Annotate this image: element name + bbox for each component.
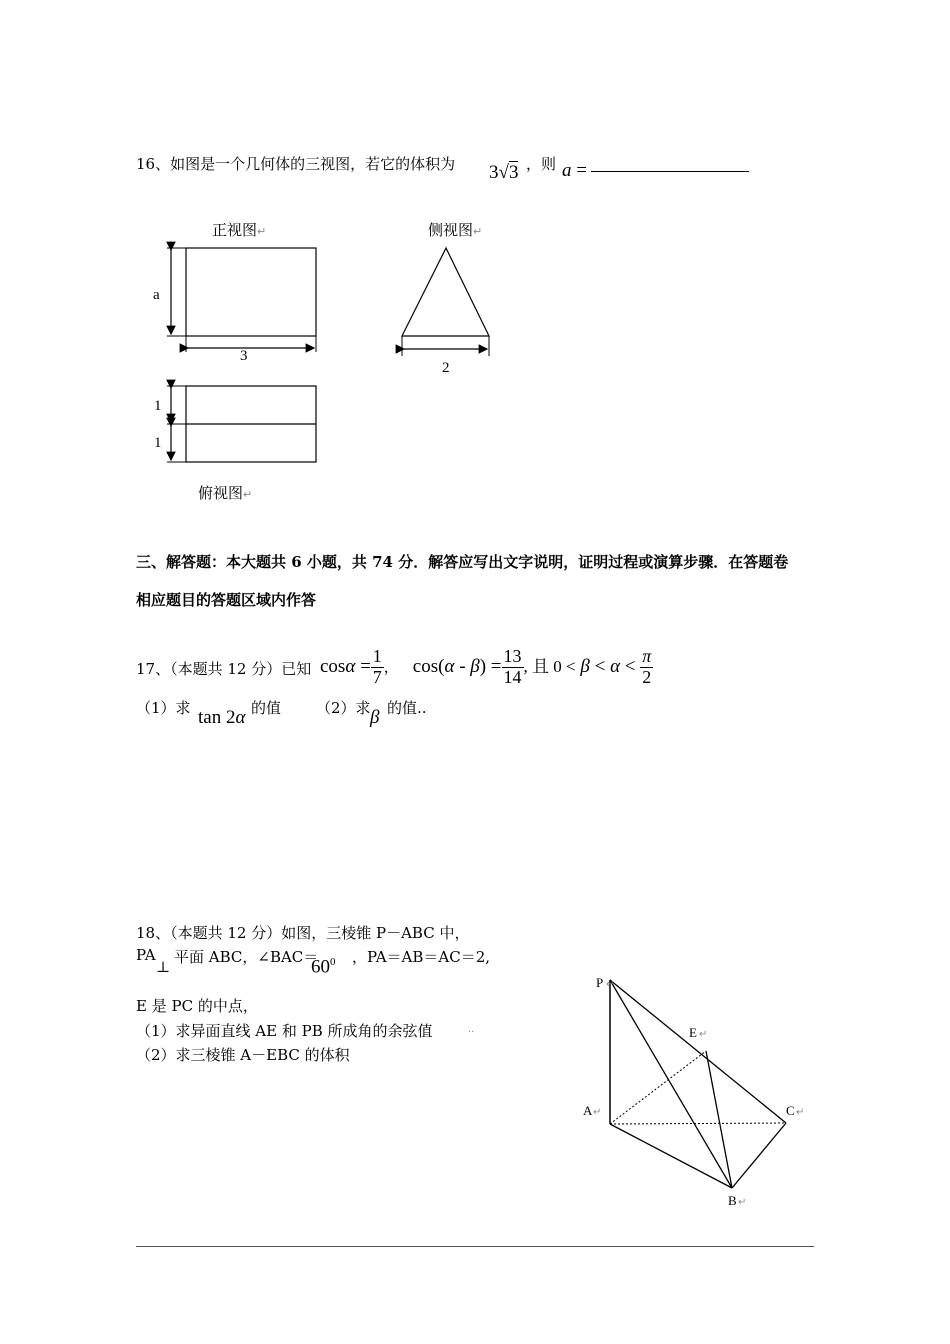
- beta: β: [580, 656, 590, 677]
- q18-line1: 18、（本题共 12 分）如图，三棱锥 P－ABC 中，: [136, 924, 470, 942]
- vertex-A: A: [583, 1103, 593, 1118]
- section3-line1: 三、解答题：本大题共 6 小题，共 74 分．解答应写出文字说明，证明过程或演算步骤．在答题卷: [136, 553, 789, 571]
- alpha: α: [610, 656, 621, 677]
- q17-part2-beta: β: [370, 707, 380, 728]
- q17-part1-tail: 的值: [251, 699, 282, 717]
- edge-PB: [610, 980, 732, 1188]
- q18-part1-tail: ..: [468, 1024, 475, 1035]
- top-view-label: 俯视图: [198, 484, 244, 502]
- q18-part2: （2）求三棱锥 A－EBC 的体积: [136, 1046, 350, 1064]
- label-2: 2: [442, 360, 450, 376]
- angle-value: 60: [311, 956, 330, 978]
- var-a: a: [562, 160, 572, 181]
- q17-part2-tail: 的值..: [387, 699, 427, 717]
- alpha: α: [235, 707, 246, 728]
- less-than: <: [589, 656, 611, 677]
- numerator: 1: [372, 646, 382, 667]
- q18-plane: 平面 ABC，∠BAC＝: [174, 948, 319, 966]
- alpha: α: [345, 656, 356, 677]
- degree-mark: 0: [330, 956, 336, 968]
- return-mark: ↵: [606, 979, 615, 990]
- alpha: α: [444, 656, 455, 677]
- edge-BC: [732, 1123, 786, 1188]
- sqrt-sign: √: [498, 162, 509, 183]
- numerator: 13: [503, 646, 522, 667]
- close-equals: ) =: [479, 656, 502, 677]
- footer-rule: [136, 1246, 814, 1247]
- volume-radicand: 3: [508, 162, 519, 183]
- edge-AC-hidden: [610, 1123, 786, 1124]
- comma: ，: [383, 660, 399, 676]
- label-a: a: [153, 287, 160, 303]
- side-view-label: 侧视图: [428, 221, 474, 239]
- label-1-lower: 1: [154, 435, 162, 451]
- denominator: 2: [642, 667, 652, 688]
- condition-start: , 且 0 <: [523, 657, 576, 676]
- equals: =: [355, 656, 371, 677]
- q18-pa: PA: [136, 946, 156, 964]
- return-mark: ↵: [738, 1197, 747, 1208]
- return-mark: ↵: [699, 1029, 708, 1040]
- label-1-upper: 1: [154, 398, 162, 414]
- q18-line3: E 是 PC 的中点，: [136, 997, 258, 1015]
- q16-prompt: 16、如图是一个几何体的三视图，若它的体积为: [136, 155, 456, 173]
- q16-then-text: ，则: [526, 155, 557, 173]
- segment-EB: [706, 1051, 732, 1188]
- q17-part1-label: （1）求: [136, 699, 191, 717]
- vertex-B: B: [728, 1193, 737, 1208]
- equals: =: [571, 160, 587, 181]
- cos-open: cos(: [412, 656, 445, 677]
- cos: cos: [320, 656, 346, 677]
- q17-intro: 17、（本题共 12 分）已知: [136, 660, 312, 678]
- return-mark: ↵: [473, 225, 483, 238]
- q18-rest: ，PA＝AB＝AC＝2,: [352, 948, 491, 966]
- denominator: 7: [372, 667, 382, 688]
- vertex-P: P: [596, 975, 604, 990]
- section3-line2: 相应题目的答题区域内作答: [136, 591, 317, 609]
- return-mark: ↵: [796, 1107, 805, 1118]
- denominator: 14: [503, 667, 522, 688]
- edge-PC: [610, 980, 786, 1123]
- front-view-label: 正视图: [212, 221, 258, 239]
- tan-2: tan 2: [198, 707, 236, 728]
- minus: -: [454, 656, 471, 677]
- q17-part2-label: （2）求: [316, 699, 371, 717]
- return-mark: ↵: [257, 225, 267, 238]
- return-mark: ↵: [243, 488, 253, 501]
- label-3: 3: [240, 348, 248, 364]
- numerator: π: [642, 646, 652, 667]
- vertex-C: C: [786, 1103, 795, 1118]
- beta: β: [470, 656, 480, 677]
- q18-perp: ⊥: [156, 958, 171, 976]
- return-mark: ↵: [593, 1107, 602, 1118]
- less-than: <: [620, 656, 636, 677]
- vertex-E: E: [689, 1025, 697, 1040]
- volume-coefficient: 3: [489, 162, 499, 183]
- q18-part1: （1）求异面直线 AE 和 PB 所成角的余弦值: [136, 1022, 433, 1040]
